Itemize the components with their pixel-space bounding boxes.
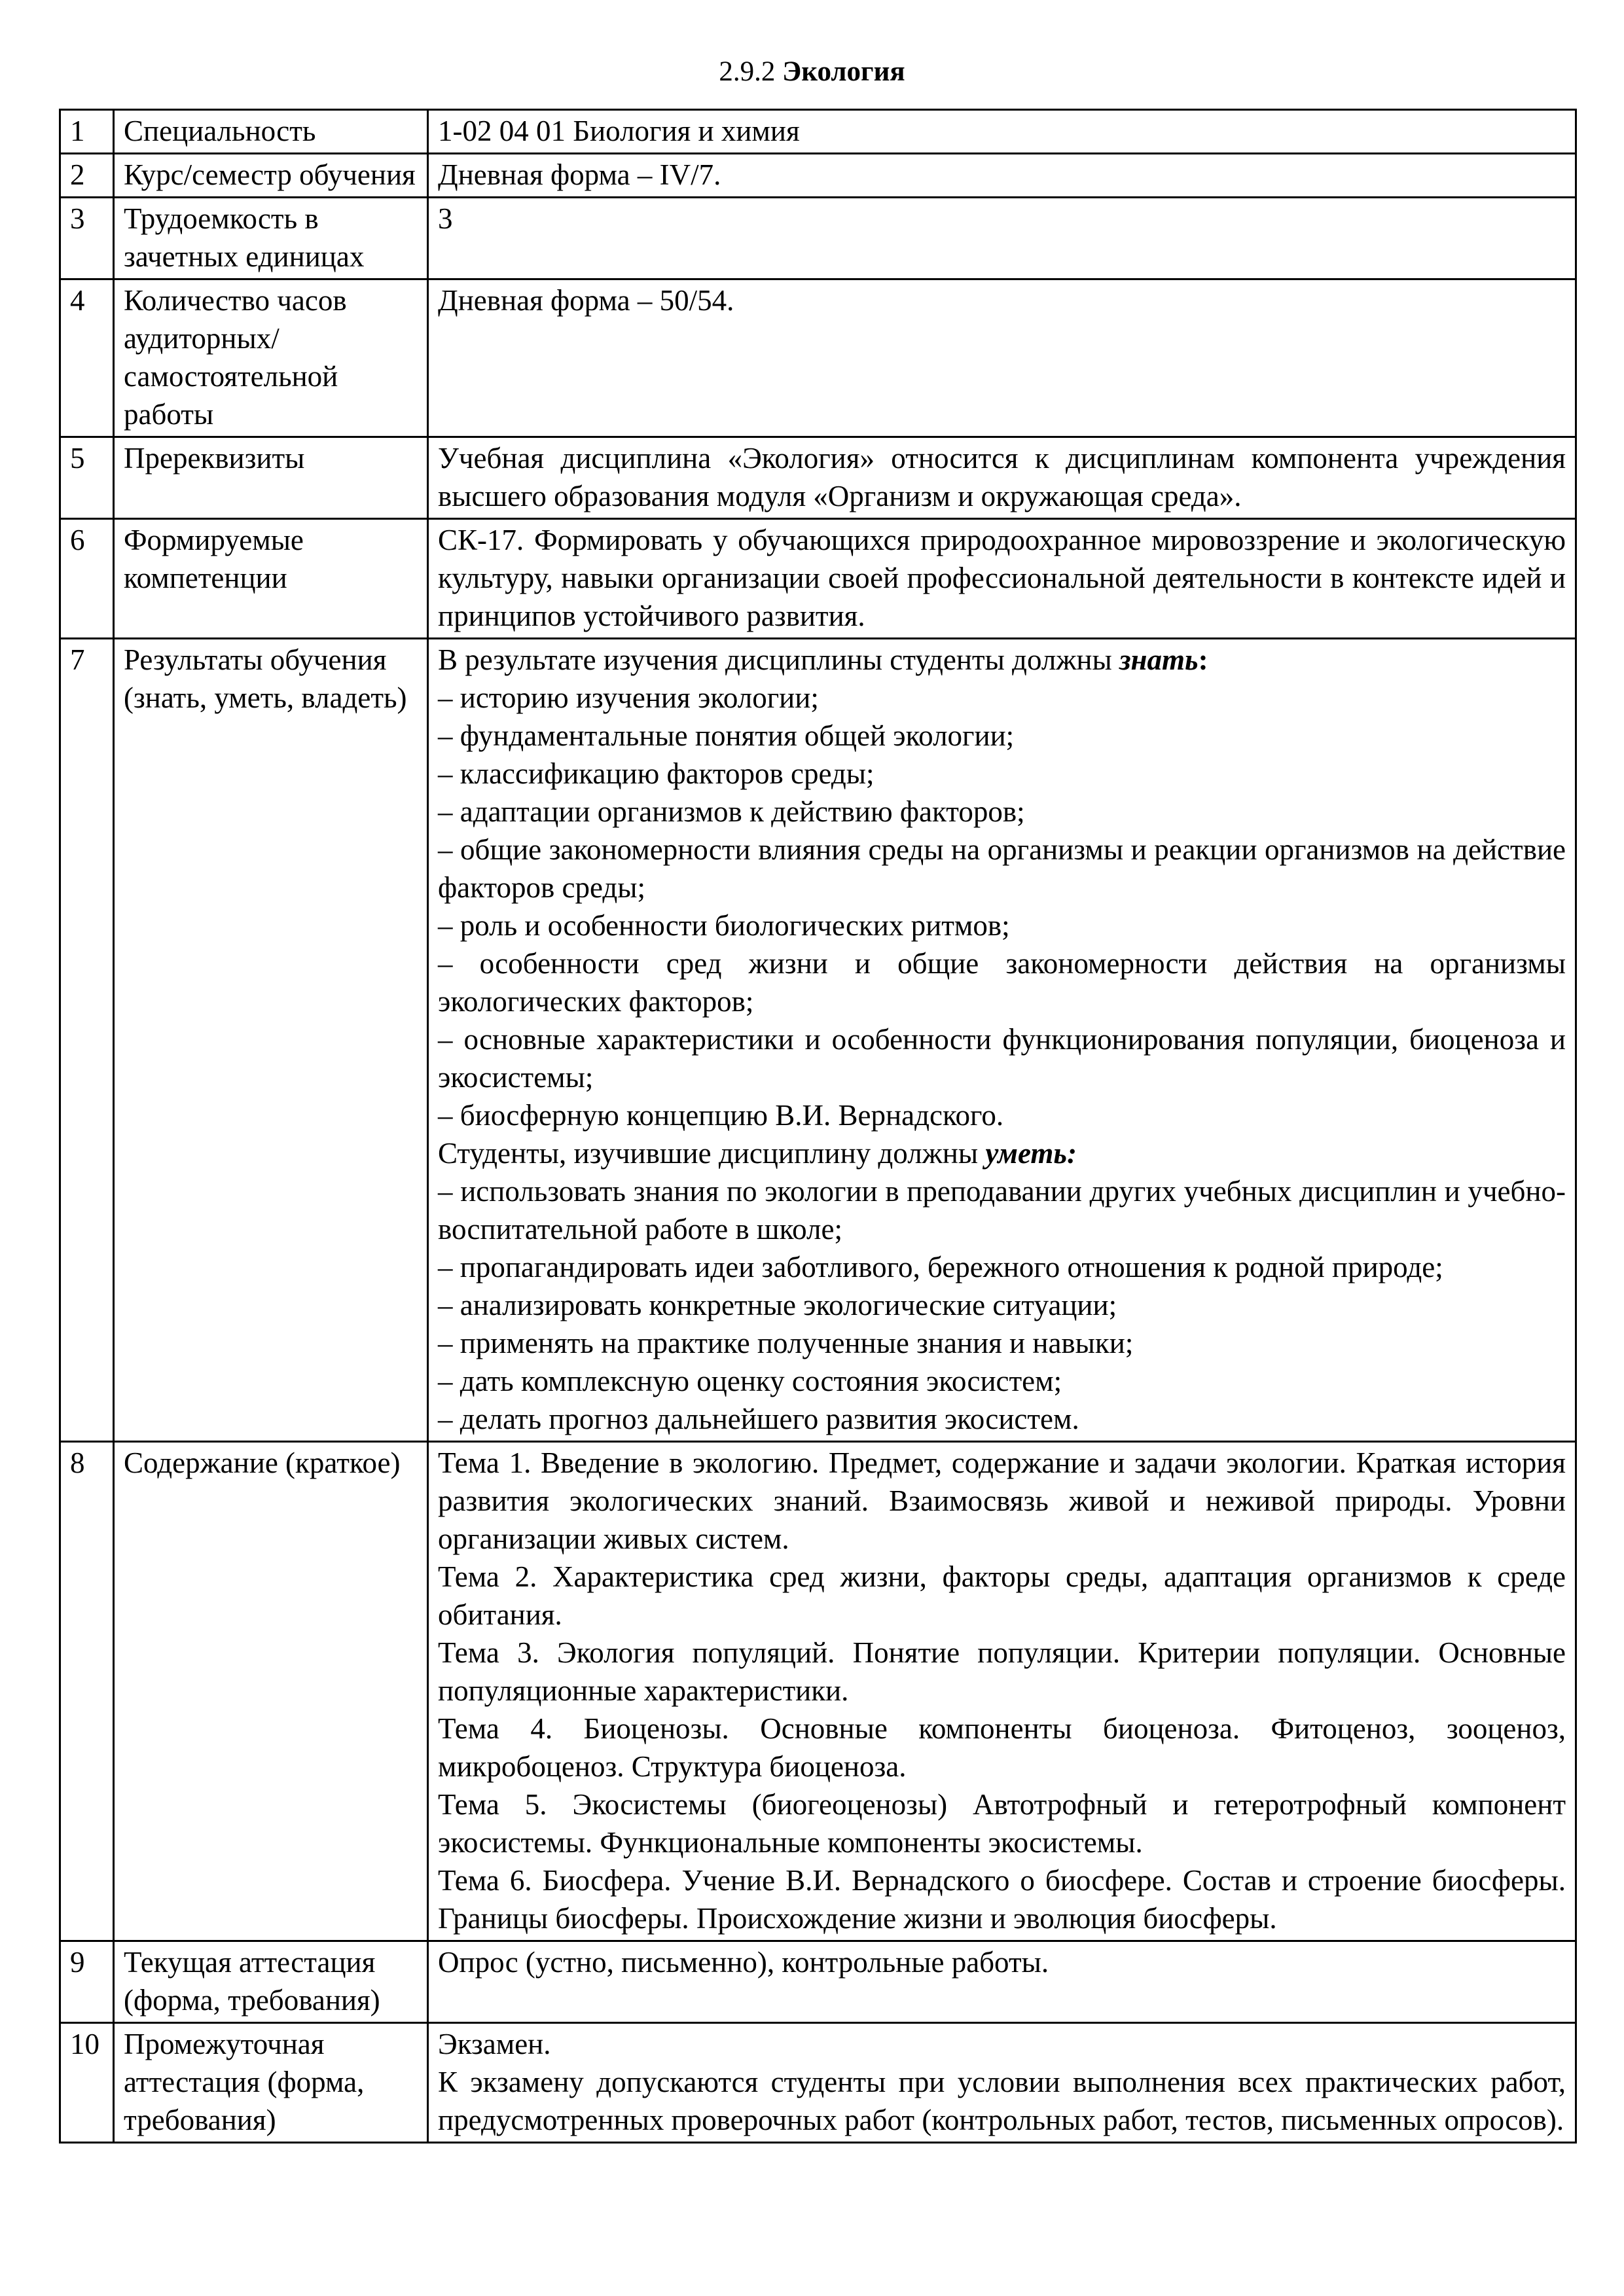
list-item: – общие закономерности влияния среды на организмы и реакции организмов на действие факторов среды;	[438, 833, 1566, 904]
document-title	[0, 54, 1624, 90]
discipline-table	[59, 109, 1577, 2144]
table-row	[60, 639, 1576, 1442]
content-paragraph: Экзамен.	[438, 2028, 551, 2060]
content-paragraph: Дневная форма – IV/7.	[438, 158, 721, 191]
list-item: – дать комплексную оценку состояния экосистем;	[438, 1365, 1062, 1397]
row-number: 8	[60, 1442, 114, 1941]
row-content	[428, 2023, 1576, 2143]
can-intro-paragraph	[438, 1134, 1566, 1172]
row-content	[428, 437, 1576, 519]
table-row	[60, 198, 1576, 279]
table-row	[60, 519, 1576, 639]
table-row	[60, 2023, 1576, 2143]
row-content	[428, 639, 1576, 1442]
row-label: Промежуточная аттестация (форма, требования)	[114, 2023, 428, 2143]
row-content	[428, 1941, 1576, 2023]
can-keyword: уметь:	[985, 1137, 1077, 1170]
row-label: Трудоемкость в зачетных единицах	[114, 198, 428, 279]
row-label: Количество часов аудиторных/самостоятельной работы	[114, 279, 428, 437]
list-item: – делать прогноз дальнейшего развития экосистем.	[438, 1403, 1079, 1435]
row-number: 9	[60, 1941, 114, 2023]
know-keyword: знать	[1119, 643, 1199, 676]
section-number: 2.9.2	[719, 56, 776, 87]
table-row	[60, 279, 1576, 437]
topic-paragraph: Тема 6. Биосфера. Учение В.И. Вернадского о биосфере. Состав и строение биосферы. Границы биосферы. Происхождение жизни и эволюция биосферы.	[438, 1864, 1566, 1935]
row-content	[428, 279, 1576, 437]
content-paragraph: СК-17. Формировать у обучающихся природоохранное мировоззрение и экологическую культуру, навыки организации своей профессиональной деятельности в контексте идей и принципов устойчивого развития.	[438, 524, 1566, 632]
row-number: 6	[60, 519, 114, 639]
content-paragraph: Опрос (устно, письменно), контрольные работы.	[438, 1946, 1049, 1979]
content-paragraph: К экзамену допускаются студенты при условии выполнения всех практических работ, предусмотренных проверочных работ (контрольных работ, тестов, письменных опросов).	[438, 2066, 1566, 2136]
row-content	[428, 1442, 1576, 1941]
list-item: – биосферную концепцию В.И. Вернадского.	[438, 1099, 1004, 1132]
list-item: – анализировать конкретные экологические ситуации;	[438, 1289, 1117, 1321]
row-content	[428, 110, 1576, 154]
row-number: 7	[60, 639, 114, 1442]
row-label: Курс/семестр обучения	[114, 154, 428, 198]
content-paragraph: 1-02 04 01 Биология и химия	[438, 115, 800, 147]
know-intro-paragraph	[438, 641, 1566, 679]
topic-paragraph: Тема 1. Введение в экологию. Предмет, содержание и задачи экологии. Краткая история развития экологических знаний. Взаимосвязь живой и неживой природы. Уровни организации живых систем.	[438, 1446, 1566, 1555]
list-item: – использовать знания по экологии в преподавании других учебных дисциплин и учебно-воспитательной работе в школе;	[438, 1175, 1566, 1246]
know-intro-text: В результате изучения дисциплины студенты должны	[438, 643, 1119, 676]
row-label: Формируемые компетенции	[114, 519, 428, 639]
list-item: – фундаментальные понятия общей экологии;	[438, 719, 1015, 752]
list-item: – пропагандировать идеи заботливого, бережного отношения к родной природе;	[438, 1251, 1443, 1283]
row-content	[428, 519, 1576, 639]
can-intro-text: Студенты, изучившие дисциплину должны	[438, 1137, 986, 1170]
row-label: Содержание (краткое)	[114, 1442, 428, 1941]
know-colon: :	[1198, 643, 1208, 676]
row-number: 3	[60, 198, 114, 279]
list-item: – роль и особенности биологических ритмов;	[438, 909, 1010, 942]
row-label: Текущая аттестация (форма, требования)	[114, 1941, 428, 2023]
section-name: Экология	[782, 56, 905, 87]
row-content	[428, 198, 1576, 279]
list-item: – применять на практике полученные знания и навыки;	[438, 1327, 1134, 1359]
list-item: – адаптации организмов к действию факторов;	[438, 795, 1025, 828]
table-row	[60, 1941, 1576, 2023]
table-row	[60, 154, 1576, 198]
list-item: – основные характеристики и особенности функционирования популяции, биоценоза и экосистемы;	[438, 1023, 1566, 1094]
row-number: 10	[60, 2023, 114, 2143]
row-number: 5	[60, 437, 114, 519]
content-paragraph: Дневная форма – 50/54.	[438, 284, 734, 317]
content-paragraph: Учебная дисциплина «Экология» относится к дисциплинам компонента учреждения высшего образования модуля «Организм и окружающая среда».	[438, 442, 1566, 512]
topic-paragraph: Тема 4. Биоценозы. Основные компоненты биоценоза. Фитоценоз, зооценоз, микробоценоз. Структура биоценоза.	[438, 1712, 1566, 1783]
list-item: – особенности сред жизни и общие закономерности действия на организмы экологических факторов;	[438, 947, 1566, 1018]
table-row	[60, 1442, 1576, 1941]
row-label: Результаты обучения (знать, уметь, владеть)	[114, 639, 428, 1442]
row-number: 1	[60, 110, 114, 154]
topic-paragraph: Тема 2. Характеристика сред жизни, факторы среды, адаптация организмов к среде обитания.	[438, 1560, 1566, 1631]
content-paragraph: 3	[438, 202, 453, 235]
row-content	[428, 154, 1576, 198]
topic-paragraph: Тема 5. Экосистемы (биогеоценозы) Автотрофный и гетеротрофный компонент экосистемы. Функциональные компоненты экосистемы.	[438, 1788, 1566, 1859]
table-row	[60, 110, 1576, 154]
table-row	[60, 437, 1576, 519]
row-label: Пререквизиты	[114, 437, 428, 519]
row-number: 4	[60, 279, 114, 437]
list-item: – классификацию факторов среды;	[438, 757, 875, 790]
row-label: Специальность	[114, 110, 428, 154]
row-number: 2	[60, 154, 114, 198]
list-item: – историю изучения экологии;	[438, 681, 819, 714]
topic-paragraph: Тема 3. Экология популяций. Понятие популяции. Критерии популяции. Основные популяционные характеристики.	[438, 1636, 1566, 1707]
